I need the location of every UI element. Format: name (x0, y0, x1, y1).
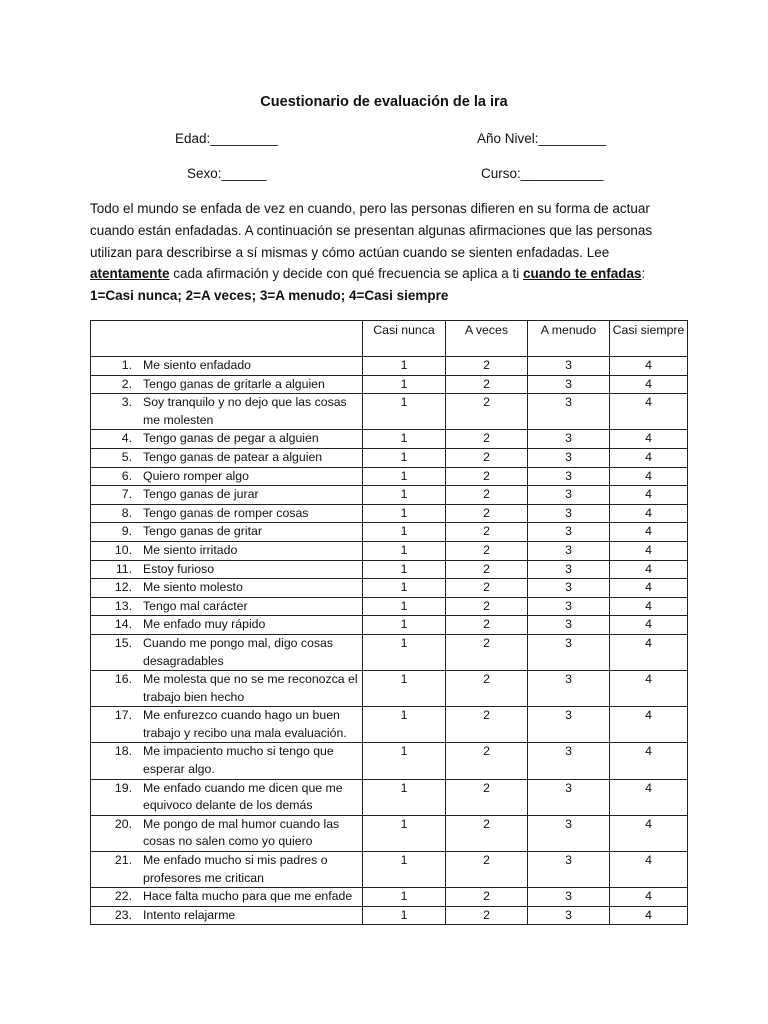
item-cell (91, 743, 363, 779)
table-row (91, 486, 688, 505)
table-row (91, 541, 688, 560)
anio-nivel-field: Año Nivel:_________ (477, 131, 607, 146)
rating-option-1: 1 (363, 486, 446, 505)
rating-option-1: 1 (363, 375, 446, 394)
rating-option-2: 2 (446, 852, 528, 888)
table-body (91, 357, 688, 925)
header-a-menudo: A menudo (528, 321, 610, 357)
item-number: 11. (115, 561, 132, 576)
rating-option-3: 3 (528, 541, 610, 560)
rating-option-4: 4 (610, 671, 688, 707)
rating-option-2: 2 (446, 779, 528, 815)
rating-option-1: 1 (363, 671, 446, 707)
rating-option-1: 1 (363, 597, 446, 616)
instructions-paragraph (90, 198, 690, 307)
rating-option-2: 2 (446, 486, 528, 505)
rating-option-1: 1 (363, 467, 446, 486)
rating-option-3: 3 (528, 597, 610, 616)
table-row (91, 707, 688, 743)
item-cell (91, 523, 363, 542)
rating-option-1: 1 (363, 634, 446, 670)
rating-scale-legend: 1=Casi nunca; 2=A veces; 3=A menudo; 4=Casi siempre (90, 288, 449, 304)
item-number: 12. (114, 580, 132, 595)
rating-option-3: 3 (528, 523, 610, 542)
rating-option-3: 3 (528, 906, 610, 925)
table-row (91, 579, 688, 598)
rating-option-2: 2 (446, 504, 528, 523)
rating-option-4: 4 (610, 888, 688, 907)
rating-option-3: 3 (528, 357, 610, 376)
instructions-text-3: : (641, 266, 646, 282)
rating-option-3: 3 (528, 616, 610, 635)
header-casi-nunca: Casi nunca (363, 321, 446, 357)
rating-option-2: 2 (446, 597, 528, 616)
table-row (91, 597, 688, 616)
table-header-row (91, 321, 688, 357)
rating-option-4: 4 (610, 634, 688, 670)
item-cell (91, 906, 363, 925)
item-statement: Me enfado cuando me dicen que me equivoco delante de los demás (143, 780, 343, 813)
rating-option-1: 1 (363, 906, 446, 925)
item-cell (91, 448, 363, 467)
rating-option-4: 4 (610, 815, 688, 851)
item-cell (91, 779, 363, 815)
item-statement: Me siento irritado (143, 542, 238, 557)
questionnaire-table (90, 320, 688, 925)
table-row (91, 357, 688, 376)
item-statement: Tengo ganas de patear a alguien (143, 449, 323, 464)
rating-option-2: 2 (446, 888, 528, 907)
item-number: 13. (114, 598, 132, 613)
rating-option-3: 3 (528, 560, 610, 579)
item-statement: Me molesta que no se me reconozca el trabajo bien hecho (143, 672, 358, 704)
table-row (91, 888, 688, 907)
rating-option-4: 4 (610, 560, 688, 579)
item-number: 15. (114, 635, 132, 650)
item-number: 14. (114, 617, 132, 632)
item-cell (91, 707, 363, 743)
rating-option-1: 1 (363, 504, 446, 523)
item-statement: Tengo ganas de pegar a alguien (143, 431, 319, 446)
rating-option-4: 4 (610, 541, 688, 560)
table-row (91, 852, 688, 888)
rating-option-4: 4 (610, 616, 688, 635)
item-statement: Me impaciento mucho si tengo que esperar algo. (143, 744, 334, 777)
table-row (91, 815, 688, 851)
rating-option-2: 2 (446, 906, 528, 925)
item-statement: Tengo mal carácter (143, 598, 248, 613)
item-statement: Me enfado mucho si mis padres o profesores me critican (143, 853, 328, 885)
rating-option-1: 1 (363, 430, 446, 449)
item-statement: Hace falta mucho para que me enfade (143, 889, 353, 904)
table-row (91, 743, 688, 779)
item-cell (91, 375, 363, 394)
item-statement: Cuando me pongo mal, digo cosas desagradables (143, 635, 334, 668)
item-statement: Me siento enfadado (143, 358, 252, 372)
instructions-emphasis-cuando: cuando te enfadas (522, 266, 642, 282)
rating-option-4: 4 (610, 394, 688, 430)
rating-option-3: 3 (528, 467, 610, 486)
rating-option-1: 1 (363, 579, 446, 598)
item-number: 18. (114, 744, 132, 759)
rating-option-1: 1 (363, 357, 446, 376)
rating-option-3: 3 (528, 852, 610, 888)
item-cell (91, 815, 363, 851)
item-number: 19. (114, 780, 132, 795)
rating-option-1: 1 (363, 779, 446, 815)
instructions-text-1: Todo el mundo se enfada de vez en cuando, pero las personas difieren en su forma de actuar cuando están enfadadas. A continuación se presentan algunas afirmaciones que las personas utilizan para describirse a sí mismas y cómo actúan cuando se sienten enfadadas. Lee (90, 201, 653, 260)
item-cell (91, 616, 363, 635)
item-number: 6. (121, 468, 132, 483)
rating-option-4: 4 (610, 448, 688, 467)
rating-option-4: 4 (610, 375, 688, 394)
rating-option-3: 3 (528, 779, 610, 815)
item-number: 4. (121, 431, 132, 446)
table-row (91, 523, 688, 542)
item-cell (91, 467, 363, 486)
rating-option-2: 2 (446, 448, 528, 467)
item-statement: Tengo ganas de romper cosas (143, 505, 309, 520)
rating-option-4: 4 (610, 430, 688, 449)
rating-option-1: 1 (363, 852, 446, 888)
item-statement: Tengo ganas de jurar (143, 487, 259, 502)
item-cell (91, 486, 363, 505)
item-statement: Tengo ganas de gritar (143, 524, 262, 539)
item-cell (91, 541, 363, 560)
rating-option-3: 3 (528, 743, 610, 779)
item-cell (91, 394, 363, 430)
rating-option-1: 1 (363, 560, 446, 579)
table-row (91, 560, 688, 579)
item-number: 9. (121, 524, 132, 539)
instructions-text-2: cada afirmación y decide con qué frecuencia se aplica a ti (169, 266, 523, 282)
item-cell (91, 430, 363, 449)
header-a-veces: A veces (446, 321, 528, 357)
rating-option-3: 3 (528, 504, 610, 523)
item-cell (91, 671, 363, 707)
rating-option-3: 3 (528, 486, 610, 505)
page-title: Cuestionario de evaluación de la ira (260, 94, 508, 110)
item-number: 8. (121, 505, 132, 520)
rating-option-2: 2 (446, 560, 528, 579)
item-cell (91, 560, 363, 579)
item-number: 16. (114, 672, 132, 687)
item-number: 20. (114, 816, 132, 831)
rating-option-3: 3 (528, 394, 610, 430)
rating-option-4: 4 (610, 779, 688, 815)
rating-option-2: 2 (446, 634, 528, 670)
item-cell (91, 504, 363, 523)
rating-option-2: 2 (446, 541, 528, 560)
rating-option-1: 1 (363, 448, 446, 467)
rating-option-2: 2 (446, 523, 528, 542)
rating-option-1: 1 (363, 743, 446, 779)
table-row (91, 634, 688, 670)
rating-option-4: 4 (610, 486, 688, 505)
rating-option-2: 2 (446, 357, 528, 376)
table-row (91, 671, 688, 707)
curso-field: Curso:___________ (481, 166, 604, 181)
item-number: 7. (121, 487, 132, 502)
item-statement: Me enfurezco cuando hago un buen trabajo y recibo una mala evaluación. (143, 708, 347, 740)
rating-option-2: 2 (446, 707, 528, 743)
edad-field: Edad:_________ (175, 131, 278, 146)
rating-option-2: 2 (446, 430, 528, 449)
rating-option-4: 4 (610, 579, 688, 598)
rating-option-2: 2 (446, 467, 528, 486)
item-statement: Tengo ganas de gritarle a alguien (143, 376, 325, 391)
rating-option-2: 2 (446, 743, 528, 779)
rating-option-2: 2 (446, 671, 528, 707)
rating-option-3: 3 (528, 707, 610, 743)
item-statement: Soy tranquilo y no dejo que las cosas me molesten (143, 395, 347, 427)
item-number: 1. (121, 358, 132, 372)
rating-option-3: 3 (528, 888, 610, 907)
sexo-field: Sexo:______ (187, 166, 267, 181)
rating-option-4: 4 (610, 597, 688, 616)
rating-option-3: 3 (528, 634, 610, 670)
item-number: 2. (121, 376, 132, 391)
item-cell (91, 357, 363, 376)
rating-option-3: 3 (528, 375, 610, 394)
header-casi-siempre: Casi siempre (610, 321, 688, 357)
rating-option-4: 4 (610, 743, 688, 779)
rating-option-3: 3 (528, 430, 610, 449)
rating-option-4: 4 (610, 504, 688, 523)
rating-option-4: 4 (610, 467, 688, 486)
rating-option-4: 4 (610, 523, 688, 542)
item-statement: Me siento molesto (143, 580, 243, 595)
rating-option-3: 3 (528, 579, 610, 598)
rating-option-1: 1 (363, 815, 446, 851)
header-item (91, 321, 363, 357)
rating-option-4: 4 (610, 707, 688, 743)
rating-option-1: 1 (363, 616, 446, 635)
item-number: 22. (114, 889, 132, 904)
item-statement: Me enfado muy rápido (143, 617, 266, 632)
table-row (91, 467, 688, 486)
item-number: 5. (121, 449, 132, 464)
table-row (91, 448, 688, 467)
item-statement: Intento relajarme (143, 907, 236, 922)
rating-option-1: 1 (363, 541, 446, 560)
table-row (91, 394, 688, 430)
item-cell (91, 634, 363, 670)
table-row (91, 616, 688, 635)
item-number: 3. (121, 395, 132, 410)
item-statement: Me pongo de mal humor cuando las cosas no salen como yo quiero (143, 816, 340, 849)
instructions-emphasis-atentamente: atentamente (90, 266, 170, 282)
table-row (91, 430, 688, 449)
item-number: 10. (114, 542, 132, 557)
table-row (91, 375, 688, 394)
rating-option-3: 3 (528, 671, 610, 707)
rating-option-2: 2 (446, 815, 528, 851)
rating-option-2: 2 (446, 579, 528, 598)
rating-option-2: 2 (446, 375, 528, 394)
rating-option-1: 1 (363, 707, 446, 743)
rating-option-4: 4 (610, 852, 688, 888)
rating-option-3: 3 (528, 448, 610, 467)
item-number: 23. (114, 907, 132, 922)
rating-option-2: 2 (446, 394, 528, 430)
item-cell (91, 852, 363, 888)
rating-option-4: 4 (610, 906, 688, 925)
item-number: 17. (114, 708, 132, 723)
table-row (91, 779, 688, 815)
item-statement: Quiero romper algo (143, 468, 249, 483)
rating-option-1: 1 (363, 523, 446, 542)
item-number: 21. (114, 853, 132, 868)
rating-option-1: 1 (363, 888, 446, 907)
item-cell (91, 579, 363, 598)
rating-option-3: 3 (528, 815, 610, 851)
item-statement: Estoy furioso (143, 561, 215, 576)
rating-option-4: 4 (610, 357, 688, 376)
item-cell (91, 888, 363, 907)
item-cell (91, 597, 363, 616)
table-row (91, 906, 688, 925)
rating-option-1: 1 (363, 394, 446, 430)
rating-option-2: 2 (446, 616, 528, 635)
table-row (91, 504, 688, 523)
